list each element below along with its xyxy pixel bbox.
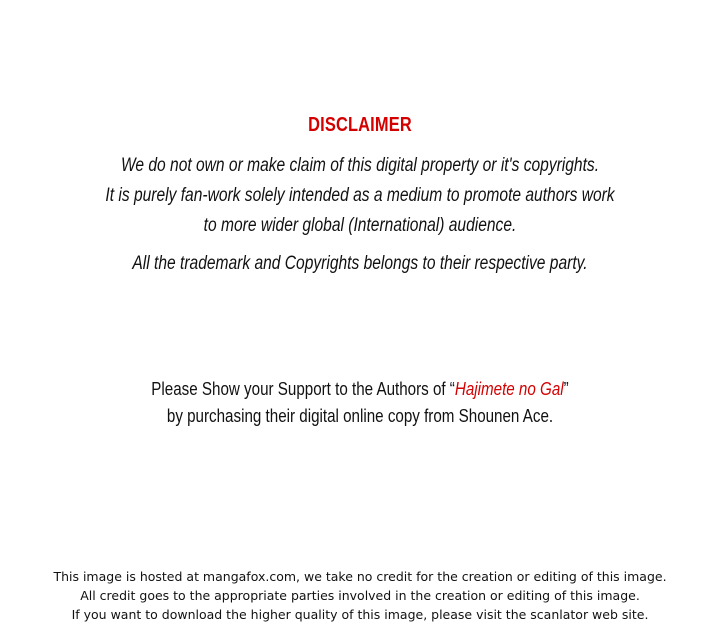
support-line-2: by purchasing their digital online copy from Shounen Ace. [166,405,554,426]
disclaimer-line-2: It is purely fan-work solely intended as a medium to promote authors work [105,185,615,206]
disclaimer-line-3: to more wider global (International) audience. [203,215,517,236]
footer-line-3: If you want to download the higher quality of this image, please visit the scanlator web site. [71,607,649,622]
disclaimer-title: DISCLAIMER [308,114,412,136]
footer-line-2: All credit goes to the appropriate parties involved in the creation or editing of this image. [80,588,640,603]
support-line-1 [65,378,655,400]
disclaimer-line-1: We do not own or make claim of this digital property or it's copyrights. [120,155,600,176]
support-prefix: Please Show your Support to the Authors of “ [151,378,455,399]
series-title: Hajimete no Gal [454,378,564,399]
disclaimer-line-4: All the trademark and Copyrights belongs to their respective party. [132,253,588,274]
footer-line-1: This image is hosted at mangafox.com, we take no credit for the creation or editing of this image. [53,569,667,584]
support-suffix: ” [563,378,569,399]
